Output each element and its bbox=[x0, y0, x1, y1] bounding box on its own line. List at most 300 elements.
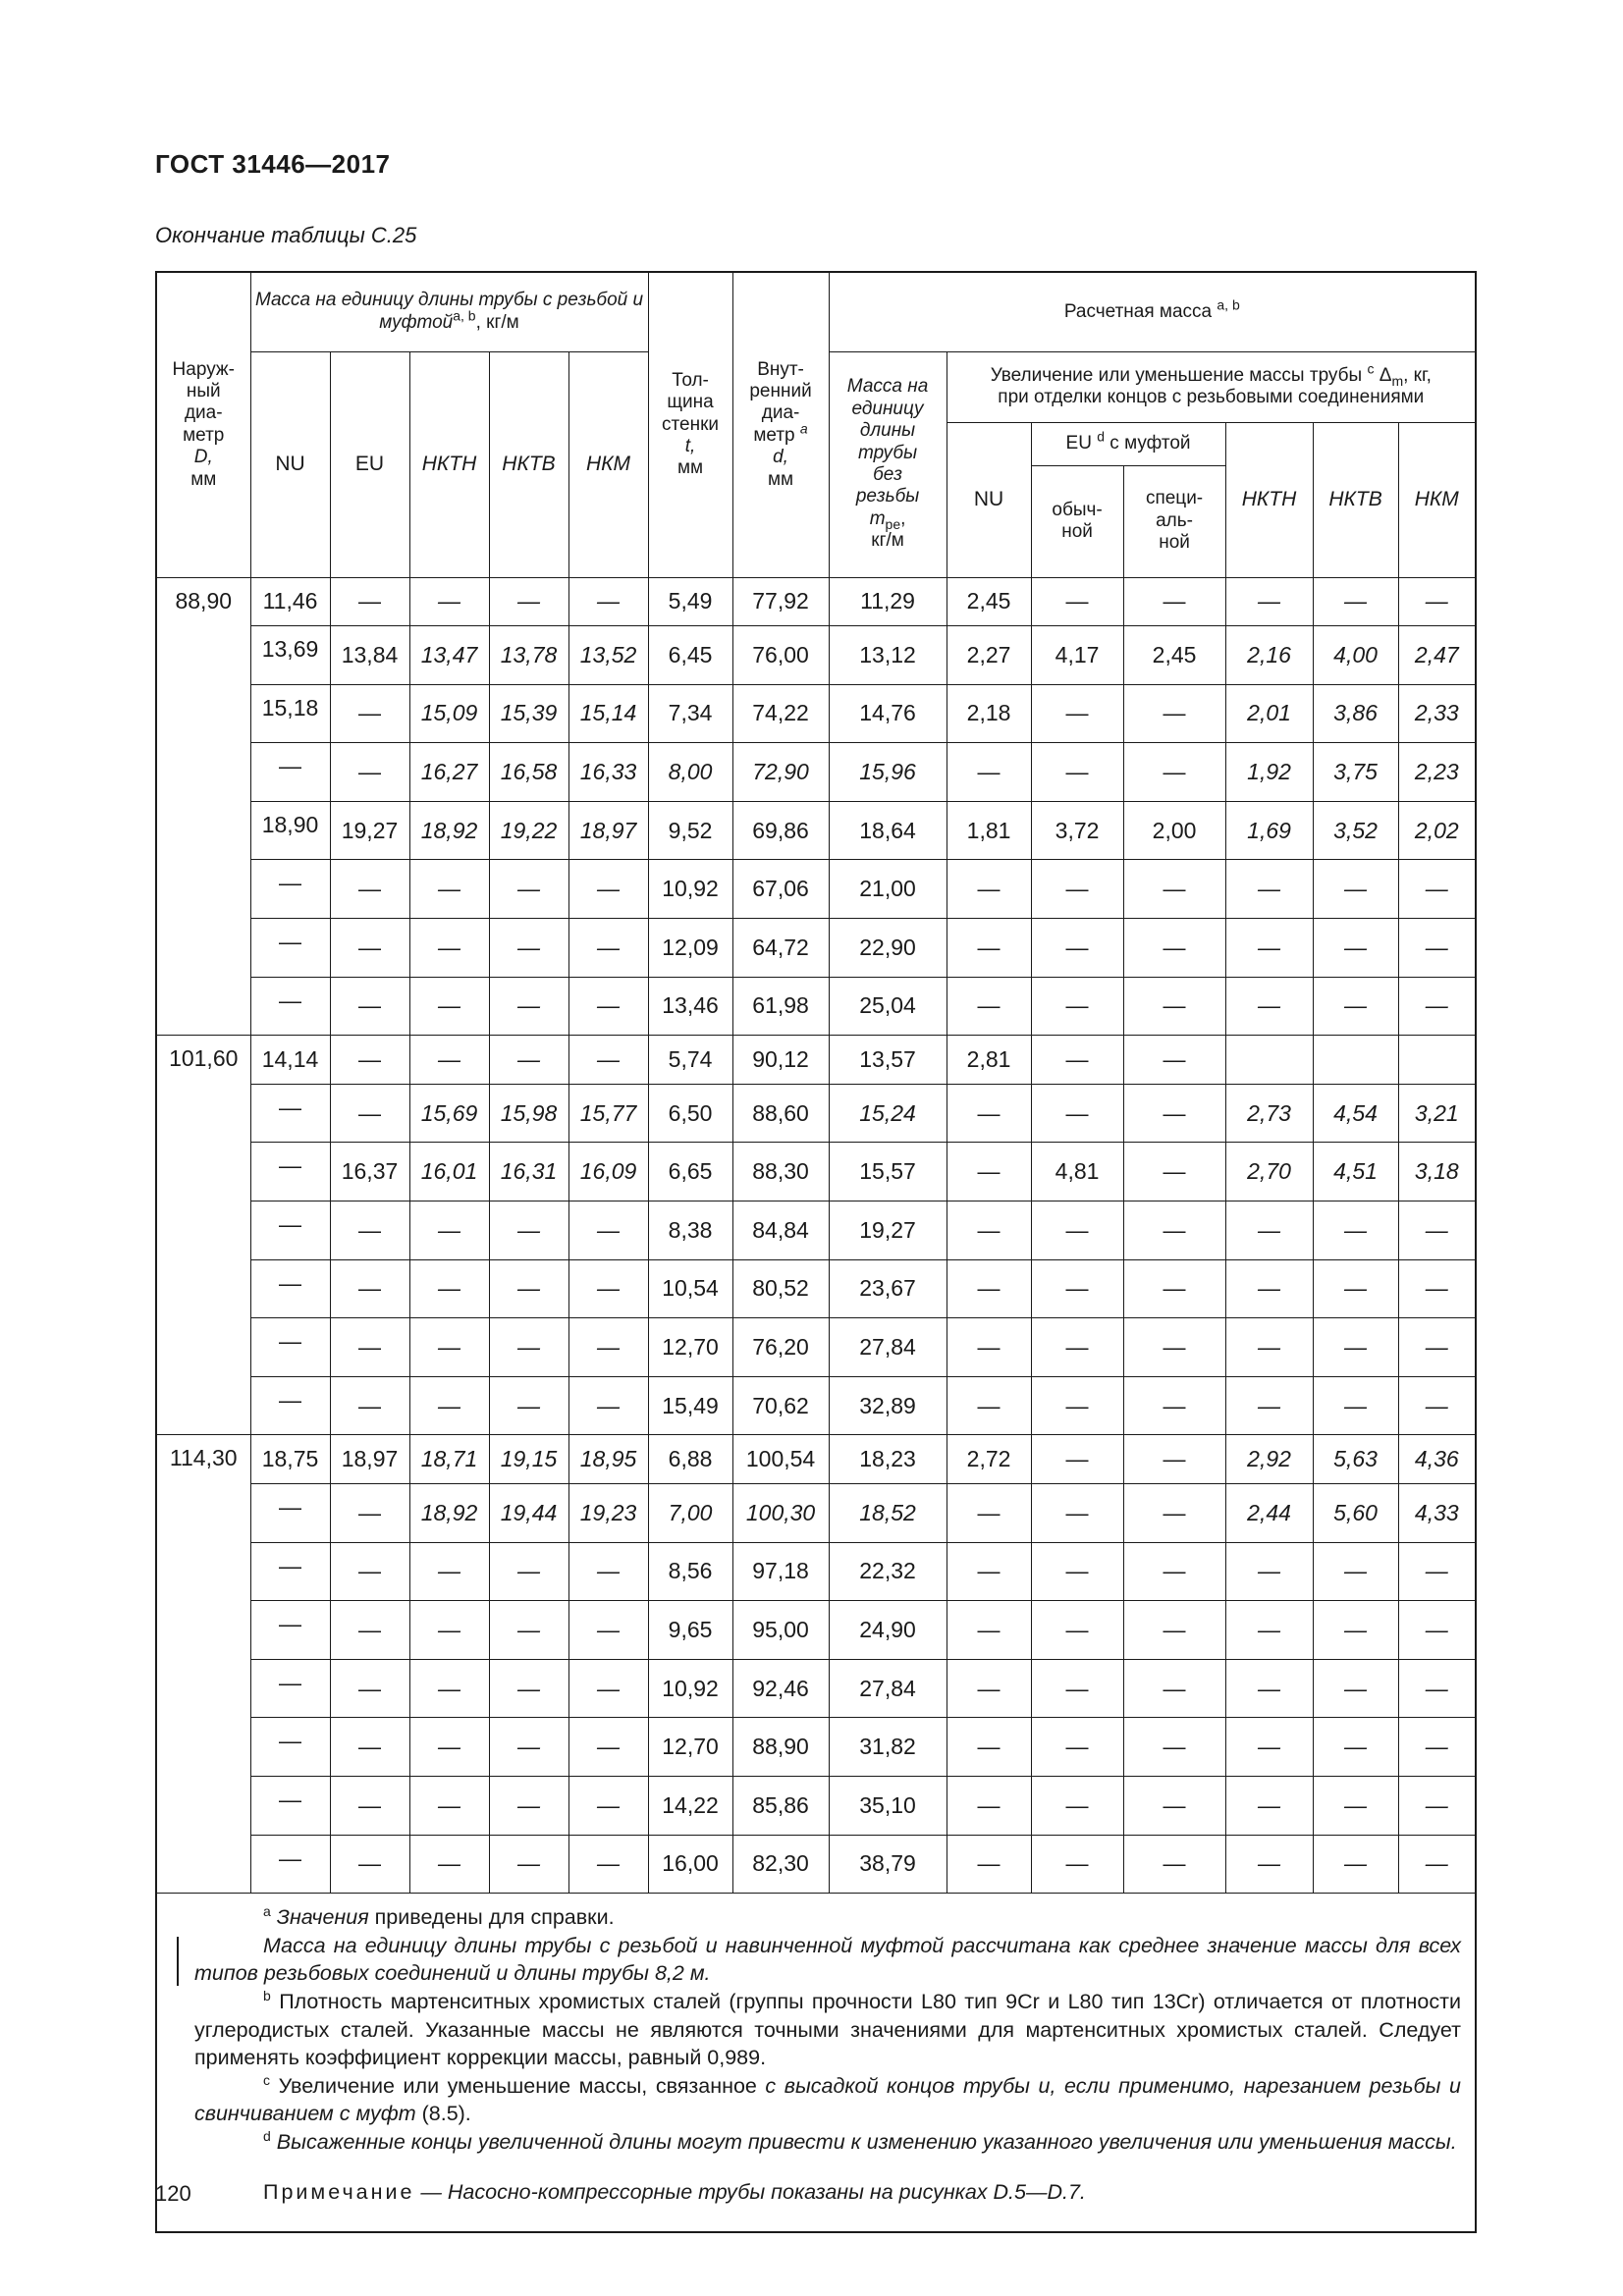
table-cell: 16,09 bbox=[568, 1143, 648, 1201]
table-cell: 10,92 bbox=[648, 860, 732, 919]
table-cell: — bbox=[409, 860, 489, 919]
table-cell: 27,84 bbox=[829, 1318, 947, 1377]
table-cell: 88,90 bbox=[732, 1718, 829, 1777]
table-cell: — bbox=[568, 1036, 648, 1085]
table-cell: 18,97 bbox=[568, 801, 648, 860]
table-cell: — bbox=[1031, 919, 1123, 978]
table-cell: — bbox=[1225, 1201, 1313, 1260]
outer-diameter-cell: 88,90 bbox=[157, 577, 250, 1036]
table-cell: — bbox=[947, 1601, 1031, 1660]
table-cell: — bbox=[1225, 1835, 1313, 1894]
page-number: 120 bbox=[155, 2181, 191, 2206]
table-cell: 15,98 bbox=[489, 1084, 568, 1143]
table-cell: 4,36 bbox=[1398, 1435, 1475, 1484]
table-cell: 4,81 bbox=[1031, 1143, 1123, 1201]
table-cell: — bbox=[1123, 1084, 1225, 1143]
table-cell: 100,30 bbox=[732, 1484, 829, 1543]
table-cell: 3,72 bbox=[1031, 801, 1123, 860]
table-cell: — bbox=[1225, 577, 1313, 626]
table-cell: 2,33 bbox=[1398, 684, 1475, 743]
footnote-c: $^c$ Увеличение или уменьшение массы, связанное с высадкой концов трубы и, если применимо, нарезанием резьбы и свинчиванием с муфт (8.5). bbox=[194, 2071, 1461, 2126]
table-cell: — bbox=[250, 1718, 330, 1777]
table-cell: — bbox=[330, 860, 409, 919]
table-cell: — bbox=[568, 1835, 648, 1894]
table-cell: — bbox=[489, 1601, 568, 1660]
table-cell: — bbox=[409, 1201, 489, 1260]
table-cell: 5,49 bbox=[648, 577, 732, 626]
table-cell: — bbox=[250, 1601, 330, 1660]
table-frame bbox=[155, 271, 1477, 2233]
header-nu-change: NU bbox=[947, 422, 1031, 577]
table-cell: 16,01 bbox=[409, 1143, 489, 1201]
table-cell: — bbox=[947, 1776, 1031, 1835]
table-cell: 4,17 bbox=[1031, 626, 1123, 685]
table-cell: — bbox=[489, 1835, 568, 1894]
table-cell: 3,21 bbox=[1398, 1084, 1475, 1143]
table-cell: 22,90 bbox=[829, 919, 947, 978]
table-cell: 35,10 bbox=[829, 1776, 947, 1835]
table-cell: — bbox=[489, 977, 568, 1036]
header-nkm-change: НКМ bbox=[1398, 422, 1475, 577]
table-cell: 13,52 bbox=[568, 626, 648, 685]
table-cell: — bbox=[330, 1601, 409, 1660]
table-cell: 8,00 bbox=[648, 743, 732, 802]
table-cell: — bbox=[1398, 1201, 1475, 1260]
table-cell: — bbox=[1031, 684, 1123, 743]
table-cell: — bbox=[250, 1484, 330, 1543]
table-cell: 14,76 bbox=[829, 684, 947, 743]
table-cell: 16,31 bbox=[489, 1143, 568, 1201]
table-cell: — bbox=[250, 1201, 330, 1260]
table-cell: — bbox=[250, 860, 330, 919]
table-row bbox=[157, 1376, 1475, 1435]
footnote-d: $^d$ Высаженные концы увеличенной длины могут привести к изменению указанного увеличения или уменьшения массы. bbox=[263, 2127, 1457, 2154]
table-cell: 12,70 bbox=[648, 1718, 732, 1777]
table-cell: — bbox=[1031, 860, 1123, 919]
table-row bbox=[157, 1718, 1475, 1777]
table-row bbox=[157, 1659, 1475, 1718]
table-cell: 11,46 bbox=[250, 577, 330, 626]
table-note: Примечание — Насосно-компрессорные трубы показаны на рисунках D.5—D.7. bbox=[263, 2179, 1086, 2204]
table-cell: 18,23 bbox=[829, 1435, 947, 1484]
header-calculated-mass: Расчетная масса $^{a, b}$ bbox=[829, 273, 1475, 351]
table-cell: — bbox=[1313, 1542, 1398, 1601]
header-wall-thickness: Тол- щина стенки t, мм bbox=[648, 273, 732, 577]
table-cell: — bbox=[568, 1318, 648, 1377]
table-cell: — bbox=[947, 1084, 1031, 1143]
table-cell: — bbox=[409, 1259, 489, 1318]
table-cell: — bbox=[1313, 1659, 1398, 1718]
table-cell: — bbox=[489, 1318, 568, 1377]
table-cell: — bbox=[330, 577, 409, 626]
table-cell: 6,88 bbox=[648, 1435, 732, 1484]
table-cell: — bbox=[947, 1376, 1031, 1435]
table-cell: — bbox=[1031, 1835, 1123, 1894]
table-cell: 16,33 bbox=[568, 743, 648, 802]
table-cell: — bbox=[330, 1776, 409, 1835]
table-cell: 15,77 bbox=[568, 1084, 648, 1143]
table-cell: 2,01 bbox=[1225, 684, 1313, 743]
table-cell: 5,60 bbox=[1313, 1484, 1398, 1543]
table-cell: — bbox=[1123, 684, 1225, 743]
table-cell: 38,79 bbox=[829, 1835, 947, 1894]
table-cell: 18,97 bbox=[330, 1435, 409, 1484]
table-cell: — bbox=[1123, 1201, 1225, 1260]
table-cell: 2,72 bbox=[947, 1435, 1031, 1484]
table-cell: 95,00 bbox=[732, 1601, 829, 1660]
table-cell: 10,54 bbox=[648, 1259, 732, 1318]
table-cell: 64,72 bbox=[732, 919, 829, 978]
table-cell: 15,24 bbox=[829, 1084, 947, 1143]
table-cell: — bbox=[250, 743, 330, 802]
table-cell: — bbox=[489, 1259, 568, 1318]
table-cell: 6,50 bbox=[648, 1084, 732, 1143]
table-cell: — bbox=[947, 1143, 1031, 1201]
table-cell: 13,78 bbox=[489, 626, 568, 685]
table-cell: 2,81 bbox=[947, 1036, 1031, 1085]
table-row bbox=[157, 1542, 1475, 1601]
table-cell: 16,00 bbox=[648, 1835, 732, 1894]
table-cell: 5,74 bbox=[648, 1036, 732, 1085]
table-cell: — bbox=[1123, 860, 1225, 919]
table-cell: — bbox=[330, 1659, 409, 1718]
table-cell: — bbox=[409, 1659, 489, 1718]
table-row bbox=[157, 1835, 1475, 1894]
table-cell: 18,90 bbox=[250, 801, 330, 860]
table-cell: — bbox=[489, 860, 568, 919]
table-cell: 76,20 bbox=[732, 1318, 829, 1377]
table-cell: 92,46 bbox=[732, 1659, 829, 1718]
header-outer-diameter: Наруж- ный диа- метр D, мм bbox=[157, 273, 250, 577]
table-cell: — bbox=[947, 1201, 1031, 1260]
table-row bbox=[157, 1084, 1475, 1143]
table-cell: 10,92 bbox=[648, 1659, 732, 1718]
table-cell: — bbox=[1031, 1718, 1123, 1777]
table-cell: — bbox=[1031, 1484, 1123, 1543]
table-cell: — bbox=[1031, 1318, 1123, 1377]
table-cell: 6,45 bbox=[648, 626, 732, 685]
table-cell: — bbox=[489, 1718, 568, 1777]
table-cell: — bbox=[1398, 919, 1475, 978]
table-cell: — bbox=[1031, 1084, 1123, 1143]
table-cell: — bbox=[1313, 977, 1398, 1036]
table-cell: 2,47 bbox=[1398, 626, 1475, 685]
table-cell: 3,52 bbox=[1313, 801, 1398, 860]
table-cell: 84,84 bbox=[732, 1201, 829, 1260]
table-row bbox=[157, 577, 1475, 626]
table-cell: 15,09 bbox=[409, 684, 489, 743]
header-nkm: НКМ bbox=[568, 351, 648, 577]
table-cell: — bbox=[409, 1835, 489, 1894]
table-cell: — bbox=[947, 1718, 1031, 1777]
table-cell: — bbox=[947, 919, 1031, 978]
table-cell: — bbox=[409, 977, 489, 1036]
table-cell: 77,92 bbox=[732, 577, 829, 626]
table-cell: — bbox=[1225, 1718, 1313, 1777]
table-cell: 18,52 bbox=[829, 1484, 947, 1543]
table-cell: — bbox=[489, 1376, 568, 1435]
table-cell: — bbox=[1313, 1776, 1398, 1835]
header-nktn-change: НКТН bbox=[1225, 422, 1313, 577]
table-cell: — bbox=[1225, 1318, 1313, 1377]
table-cell: — bbox=[1123, 1776, 1225, 1835]
table-cell: — bbox=[568, 577, 648, 626]
table-cell: — bbox=[1398, 1318, 1475, 1377]
table-cell: — bbox=[1313, 1718, 1398, 1777]
table-cell: 24,90 bbox=[829, 1601, 947, 1660]
table-cell: 2,00 bbox=[1123, 801, 1225, 860]
table-cell: — bbox=[1398, 1542, 1475, 1601]
table-cell: 100,54 bbox=[732, 1435, 829, 1484]
table-cell: 2,45 bbox=[1123, 626, 1225, 685]
header-eu-coupling: EU $^d$ с муфтой bbox=[1031, 422, 1225, 465]
table-cell: — bbox=[250, 1835, 330, 1894]
table-cell: 1,69 bbox=[1225, 801, 1313, 860]
table-cell: — bbox=[1398, 977, 1475, 1036]
table-cell: — bbox=[1225, 1659, 1313, 1718]
table-cell: — bbox=[330, 977, 409, 1036]
table-cell: 2,23 bbox=[1398, 743, 1475, 802]
table-cell: — bbox=[489, 1776, 568, 1835]
table-cell: — bbox=[250, 1143, 330, 1201]
table-cell: — bbox=[1123, 1318, 1225, 1377]
table-cell: — bbox=[250, 1259, 330, 1318]
table-cell: — bbox=[947, 860, 1031, 919]
table-cell: 7,00 bbox=[648, 1484, 732, 1543]
table-cell: — bbox=[568, 1259, 648, 1318]
table-cell: 19,27 bbox=[330, 801, 409, 860]
table-row bbox=[157, 743, 1475, 802]
table-cell: — bbox=[409, 1318, 489, 1377]
table-cell: — bbox=[1031, 577, 1123, 626]
table-cell: 90,12 bbox=[732, 1036, 829, 1085]
table-cell: — bbox=[330, 1484, 409, 1543]
table-cell: — bbox=[568, 1542, 648, 1601]
table-cell: 7,34 bbox=[648, 684, 732, 743]
table-cell: — bbox=[250, 1318, 330, 1377]
table-cell: 76,00 bbox=[732, 626, 829, 685]
table-cell: — bbox=[1225, 1601, 1313, 1660]
table-row bbox=[157, 1318, 1475, 1377]
table-cell: 2,70 bbox=[1225, 1143, 1313, 1201]
table-cell: — bbox=[330, 1201, 409, 1260]
table-cell: — bbox=[1123, 1659, 1225, 1718]
table-cell: 4,54 bbox=[1313, 1084, 1398, 1143]
table-cell: — bbox=[330, 743, 409, 802]
table-cell: — bbox=[1225, 1542, 1313, 1601]
table-cell: — bbox=[489, 577, 568, 626]
table-cell: 97,18 bbox=[732, 1542, 829, 1601]
document-title: ГОСТ 31446—2017 bbox=[155, 149, 391, 179]
table-cell: 18,92 bbox=[409, 1484, 489, 1543]
table-cell: — bbox=[409, 1601, 489, 1660]
header-mass-change: Увеличение или уменьшение массы трубы $^c$ $\Delta_m$, кг, при отделки концов с резьбовыми соединениями bbox=[947, 351, 1475, 422]
footnote-b: $^b$ Плотность мартенситных хромистых сталей (группы прочности L80 тип 9Cr и L80 тип 13Cr) отличается от плотности углеродистых сталей. Указанные массы не являются точными значениями для мартенситных хромистых сталей. Следует применять коэффициент коррекции массы, равный 0,989. bbox=[194, 1987, 1461, 2070]
table-header bbox=[157, 273, 1475, 577]
table-row bbox=[157, 801, 1475, 860]
header-plain-end-mass: Масса на единицу длины трубы без резьбы $m_{pe}$, кг/м bbox=[829, 351, 947, 577]
table-cell: — bbox=[1313, 860, 1398, 919]
table-row bbox=[157, 1601, 1475, 1660]
table-cell: — bbox=[568, 1601, 648, 1660]
table-cell: 23,67 bbox=[829, 1259, 947, 1318]
table-cell: — bbox=[1225, 1776, 1313, 1835]
table-cell: — bbox=[568, 1376, 648, 1435]
table-cell: — bbox=[1123, 1376, 1225, 1435]
table-row bbox=[157, 860, 1475, 919]
table-cell: 16,27 bbox=[409, 743, 489, 802]
table-cell: — bbox=[1123, 1835, 1225, 1894]
table-cell: — bbox=[330, 1376, 409, 1435]
table-cell: — bbox=[1313, 1318, 1398, 1377]
table-cell: 2,92 bbox=[1225, 1435, 1313, 1484]
table-cell: 67,06 bbox=[732, 860, 829, 919]
table-cell: 2,44 bbox=[1225, 1484, 1313, 1543]
table-cell: — bbox=[1123, 1542, 1225, 1601]
table-cell: 15,69 bbox=[409, 1084, 489, 1143]
table-cell: — bbox=[1398, 1259, 1475, 1318]
table-cell: — bbox=[1123, 1036, 1225, 1085]
table-cell: — bbox=[250, 977, 330, 1036]
table-cell: — bbox=[1225, 1376, 1313, 1435]
table-cell: 1,92 bbox=[1225, 743, 1313, 802]
table-cell: 11,29 bbox=[829, 577, 947, 626]
table-cell: — bbox=[1123, 1601, 1225, 1660]
table-cell: 18,75 bbox=[250, 1435, 330, 1484]
outer-diameter-cell: 114,30 bbox=[157, 1435, 250, 1894]
table-cell: — bbox=[1123, 977, 1225, 1036]
table-cell: — bbox=[1031, 1259, 1123, 1318]
header-nktv: НКТВ bbox=[489, 351, 568, 577]
table-cell: 2,45 bbox=[947, 577, 1031, 626]
table-cell: — bbox=[409, 1718, 489, 1777]
table-cell: — bbox=[330, 1542, 409, 1601]
table-cell: — bbox=[330, 1259, 409, 1318]
header-eu-special: специ- аль- ной bbox=[1123, 465, 1225, 577]
table-cell: 6,65 bbox=[648, 1143, 732, 1201]
table-cell: 8,56 bbox=[648, 1542, 732, 1601]
table-cell: — bbox=[568, 1659, 648, 1718]
table-cell: 5,63 bbox=[1313, 1435, 1398, 1484]
table-cell: 2,16 bbox=[1225, 626, 1313, 685]
table-cell: 3,86 bbox=[1313, 684, 1398, 743]
table-cell: 13,57 bbox=[829, 1036, 947, 1085]
table-cell: 13,46 bbox=[648, 977, 732, 1036]
footnote-a-continued: Масса на единицу длины трубы с резьбой и навинченной муфтой рассчитана как среднее значение массы для всех типов резьбовых соединений и длины трубы 8,2 м. bbox=[194, 1933, 1461, 1986]
table-cell: 19,23 bbox=[568, 1484, 648, 1543]
table-cell: — bbox=[1398, 1835, 1475, 1894]
table-cell: — bbox=[1398, 1601, 1475, 1660]
table-cell: 16,58 bbox=[489, 743, 568, 802]
table-cell: — bbox=[1031, 1435, 1123, 1484]
table-body bbox=[157, 577, 1475, 1894]
header-nktv-change: НКТВ bbox=[1313, 422, 1398, 577]
table-cell: 19,15 bbox=[489, 1435, 568, 1484]
table-cell: — bbox=[947, 1542, 1031, 1601]
table-cell bbox=[1225, 1036, 1313, 1085]
header-threaded-mass: Масса на единицу длины трубы с резьбой и муфтой$^{a, b}$, кг/м bbox=[250, 273, 648, 351]
table-cell: — bbox=[250, 1542, 330, 1601]
table-cell: — bbox=[1313, 1259, 1398, 1318]
table-row bbox=[157, 1484, 1475, 1543]
revision-bar bbox=[177, 1937, 179, 1986]
table-cell: — bbox=[1031, 977, 1123, 1036]
table-cell: 13,69 bbox=[250, 626, 330, 685]
table-cell: — bbox=[1313, 1201, 1398, 1260]
table-cell: — bbox=[568, 1201, 648, 1260]
table-cell: 19,27 bbox=[829, 1201, 947, 1260]
table-cell: 18,71 bbox=[409, 1435, 489, 1484]
table-cell: — bbox=[1123, 919, 1225, 978]
table-cell: — bbox=[1398, 1376, 1475, 1435]
table-cell: — bbox=[330, 684, 409, 743]
table-cell: — bbox=[1031, 1601, 1123, 1660]
table-cell: — bbox=[1225, 1259, 1313, 1318]
table-cell: 1,81 bbox=[947, 801, 1031, 860]
table-cell: — bbox=[330, 1036, 409, 1085]
table-row bbox=[157, 1259, 1475, 1318]
table-cell: — bbox=[1225, 919, 1313, 978]
table-cell: — bbox=[330, 1718, 409, 1777]
table-cell: 13,84 bbox=[330, 626, 409, 685]
table-row bbox=[157, 684, 1475, 743]
table-cell: 88,60 bbox=[732, 1084, 829, 1143]
table-cell: — bbox=[1031, 1542, 1123, 1601]
table-cell: — bbox=[1031, 1201, 1123, 1260]
table-cell: 2,27 bbox=[947, 626, 1031, 685]
table-cell: — bbox=[1123, 743, 1225, 802]
table-cell: 19,44 bbox=[489, 1484, 568, 1543]
table-cell: — bbox=[489, 1659, 568, 1718]
table-cell: — bbox=[947, 1835, 1031, 1894]
table-cell: — bbox=[1123, 577, 1225, 626]
table-cell: — bbox=[1123, 1143, 1225, 1201]
table-cell: 8,38 bbox=[648, 1201, 732, 1260]
table-cell: 15,39 bbox=[489, 684, 568, 743]
table-cell: — bbox=[489, 1036, 568, 1085]
table-cell: 2,18 bbox=[947, 684, 1031, 743]
table-cell: — bbox=[568, 977, 648, 1036]
table-cell: 16,37 bbox=[330, 1143, 409, 1201]
table-cell: — bbox=[330, 919, 409, 978]
table-cell: — bbox=[568, 860, 648, 919]
table-cell: — bbox=[409, 577, 489, 626]
table-cell: — bbox=[1313, 1835, 1398, 1894]
table-cell: — bbox=[1225, 977, 1313, 1036]
table-cell: 19,22 bbox=[489, 801, 568, 860]
table-cell: 4,33 bbox=[1398, 1484, 1475, 1543]
table-cell: — bbox=[489, 919, 568, 978]
table-cell: 74,22 bbox=[732, 684, 829, 743]
table-row bbox=[157, 919, 1475, 978]
table-cell: 15,96 bbox=[829, 743, 947, 802]
table-cell: 14,22 bbox=[648, 1776, 732, 1835]
table-cell: 12,70 bbox=[648, 1318, 732, 1377]
table-cell: — bbox=[409, 919, 489, 978]
table-row bbox=[157, 626, 1475, 685]
table-cell: 3,75 bbox=[1313, 743, 1398, 802]
table-cell: 14,14 bbox=[250, 1036, 330, 1085]
table-cell: — bbox=[1031, 1776, 1123, 1835]
table-cell: — bbox=[1313, 919, 1398, 978]
table-cell: 22,32 bbox=[829, 1542, 947, 1601]
table-cell: 18,64 bbox=[829, 801, 947, 860]
table-cell: 15,14 bbox=[568, 684, 648, 743]
footnotes bbox=[157, 1894, 1475, 2231]
table-cell: 72,90 bbox=[732, 743, 829, 802]
table-cell: — bbox=[568, 1776, 648, 1835]
table-cell: — bbox=[1398, 1776, 1475, 1835]
